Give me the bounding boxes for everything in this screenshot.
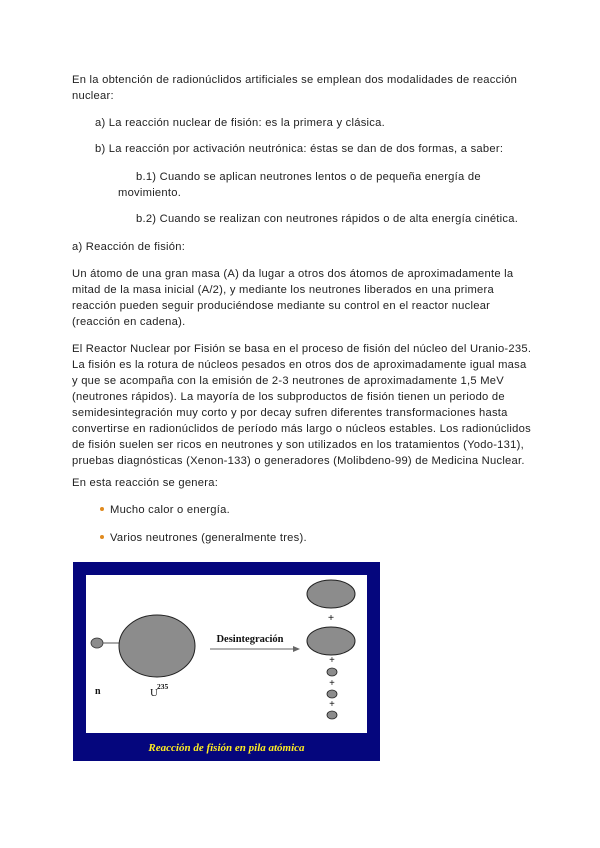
plus-sign: +	[327, 612, 335, 624]
reactor-line: (neutrones rápidos). La mayoría de los subproductos de fisión tienen un periodo de	[72, 391, 505, 403]
reactor-line: semidesintegración muy corto y por decay sufren diferentes transformaciones hasta	[72, 407, 508, 419]
uranium-mass-number: 235	[157, 682, 169, 691]
item-b1-line-2: movimiento.	[118, 187, 182, 199]
atom-line: (reacción en cadena).	[72, 316, 186, 328]
plus-sign: +	[329, 678, 335, 689]
item-a: a) La reacción nuclear de fisión: es la primera y clásica.	[95, 117, 385, 129]
reactor-line: pruebas diagnósticas (Xenon-133) o generadores (Molibdeno-99) de Medicina Nuclear.	[72, 455, 525, 467]
arrow-label: Desintegración	[216, 634, 284, 645]
uranium-nucleus	[119, 615, 195, 677]
neutron-ball	[91, 638, 103, 648]
item-b: b) La reacción por activación neutrónica: éstas se dan de dos formas, a saber:	[95, 143, 504, 155]
released-neutron	[327, 711, 337, 719]
reactor-line: de fisión suelen ser ricos en neutrones y son utilizados en los tratamientos (Yodo-131),	[72, 439, 524, 451]
neutron-label: n	[95, 686, 101, 697]
bullet-text: Varios neutrones (generalmente tres).	[110, 532, 307, 544]
item-b2: b.2) Cuando se realizan con neutrones rápidos o de alta energía cinética.	[136, 213, 519, 225]
section-heading: a) Reacción de fisión:	[72, 241, 186, 253]
uranium-label: U	[150, 687, 158, 699]
reactor-line: La fisión es la rotura de núcleos pesados en otros dos de aproximadamente igual masa	[72, 359, 527, 371]
item-b1-line-1: b.1) Cuando se aplican neutrones lentos o de pequeña energía de	[136, 171, 481, 183]
released-neutron	[327, 690, 337, 698]
bullet-item	[100, 530, 307, 546]
bullet-dot-icon	[100, 535, 104, 539]
fission-fragment	[307, 580, 355, 608]
reactor-paragraph	[72, 341, 542, 469]
intro-line-1: En la obtención de radionúclidos artificiales se emplean dos modalidades de reacción	[72, 74, 518, 86]
atom-paragraph	[72, 266, 538, 330]
bullet-text: Mucho calor o energía.	[110, 504, 230, 516]
intro-line-2: nuclear:	[72, 90, 114, 102]
item-b1	[118, 169, 518, 201]
atom-line: Un átomo de una gran masa (A) da lugar a otros dos átomos de aproximadamente la	[72, 268, 514, 280]
intro-paragraph	[72, 72, 542, 104]
plus-sign: +	[329, 655, 335, 666]
atom-line: reacción pueden seguir produciéndose mediante su control en el reactor nuclear	[72, 300, 491, 312]
reactor-line: El Reactor Nuclear por Fisión se basa en el proceso de fisión del núcleo del Uranio-235.	[72, 343, 532, 355]
fission-diagram	[73, 562, 380, 761]
released-neutron	[327, 668, 337, 676]
generates-line: En esta reacción se genera:	[72, 477, 219, 489]
atom-line: mitad de la masa inicial (A/2), y mediante los neutrones liberados en una primera	[72, 284, 494, 296]
fission-fragment	[307, 627, 355, 655]
fission-diagram-svg	[73, 562, 380, 761]
reactor-line: y que se acompaña con la emisión de 2-3 neutrones de aproximadamente 1,5 MeV	[72, 375, 504, 387]
figure-caption: Reacción de fisión en pila atómica	[148, 742, 305, 754]
bullet-dot-icon	[100, 507, 104, 511]
plus-sign: +	[329, 699, 335, 710]
reactor-line: convertirse en radionúclidos de período más largo o núcleos estables. Los radionúclidos	[72, 423, 531, 435]
bullet-item	[100, 502, 230, 518]
